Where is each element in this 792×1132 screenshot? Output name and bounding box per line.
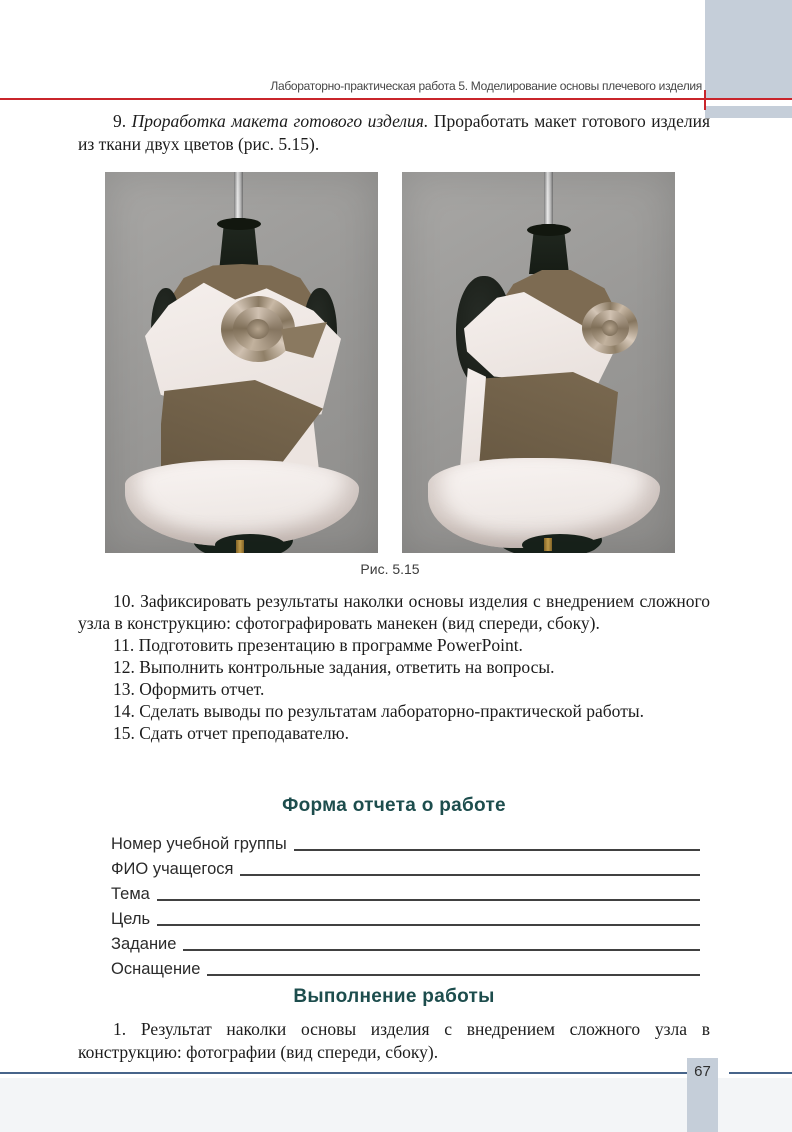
corner-decoration-strip xyxy=(705,106,792,118)
field-label: ФИО учащегося xyxy=(111,859,234,878)
step-13: 13. Оформить отчет. xyxy=(113,679,265,699)
field-label: Цель xyxy=(111,909,151,928)
fill-in-line xyxy=(294,849,700,851)
field-label: Оснащение xyxy=(111,959,201,978)
step-14: 14. Сделать выводы по результатам лабораторно-практической работы. xyxy=(113,701,644,721)
report-form-title: Форма отчета о работе xyxy=(282,795,506,816)
figure-caption: Рис. 5.15 xyxy=(360,561,420,577)
figure-photo-front xyxy=(105,172,378,553)
step-12: 12. Выполнить контрольные задания, ответить на вопросы. xyxy=(113,657,555,677)
figure-photo-side xyxy=(402,172,675,553)
photo-vignette xyxy=(105,172,378,553)
paragraph-9-rest: Проработать макет готового изделия из ткани двух цветов (рис. 5.15). xyxy=(78,111,711,154)
form-row-student-name xyxy=(111,853,700,878)
photo-vignette xyxy=(402,172,675,553)
fill-in-line xyxy=(207,974,700,976)
corner-decoration-top xyxy=(705,0,792,98)
footer-rule-right xyxy=(729,1072,792,1074)
step-15: 15. Сдать отчет преподавателю. xyxy=(113,723,350,743)
execution-item-1-text: 1. Результат наколки основы изделия с внедрением сложного узла в конструкцию: фотографии (вид спереди, сбоку). xyxy=(78,1019,710,1062)
fill-in-line xyxy=(183,949,700,951)
running-title: Лабораторно-практическая работа 5. Моделирование основы плечевого изделия xyxy=(270,79,702,93)
execution-item-1 xyxy=(78,1018,710,1064)
field-label: Тема xyxy=(111,884,150,903)
header-rule-tick xyxy=(704,90,706,110)
step-10: 10. Зафиксировать результаты наколки основы изделия с внедрением сложного узла в конструкцию: сфотографировать манекен (вид спереди, сбоку). xyxy=(78,591,710,633)
header-rule xyxy=(0,98,792,100)
page-number: 67 xyxy=(694,1063,711,1080)
form-row-goal xyxy=(111,903,700,928)
form-row-equipment xyxy=(111,953,700,978)
item-number: 9. xyxy=(113,111,132,131)
field-label: Задание xyxy=(111,934,177,953)
form-row-task xyxy=(111,928,700,953)
footer-rule-left xyxy=(0,1072,687,1074)
steps-list xyxy=(78,590,710,744)
form-row-topic xyxy=(111,878,700,903)
italic-term: Проработка макета готового изделия. xyxy=(131,111,429,131)
fill-in-line xyxy=(240,874,700,876)
fill-in-line xyxy=(157,924,700,926)
report-form xyxy=(111,828,700,978)
page-number-box xyxy=(687,1058,718,1132)
paragraph-9-text xyxy=(78,110,710,156)
paragraph-9 xyxy=(78,110,710,156)
step-11: 11. Подготовить презентацию в программе PowerPoint. xyxy=(113,635,523,655)
execution-title: Выполнение работы xyxy=(293,986,495,1007)
form-row-group-number xyxy=(111,828,700,853)
field-label: Номер учебной группы xyxy=(111,834,287,853)
fill-in-line xyxy=(157,899,700,901)
footer-band xyxy=(0,1078,792,1132)
